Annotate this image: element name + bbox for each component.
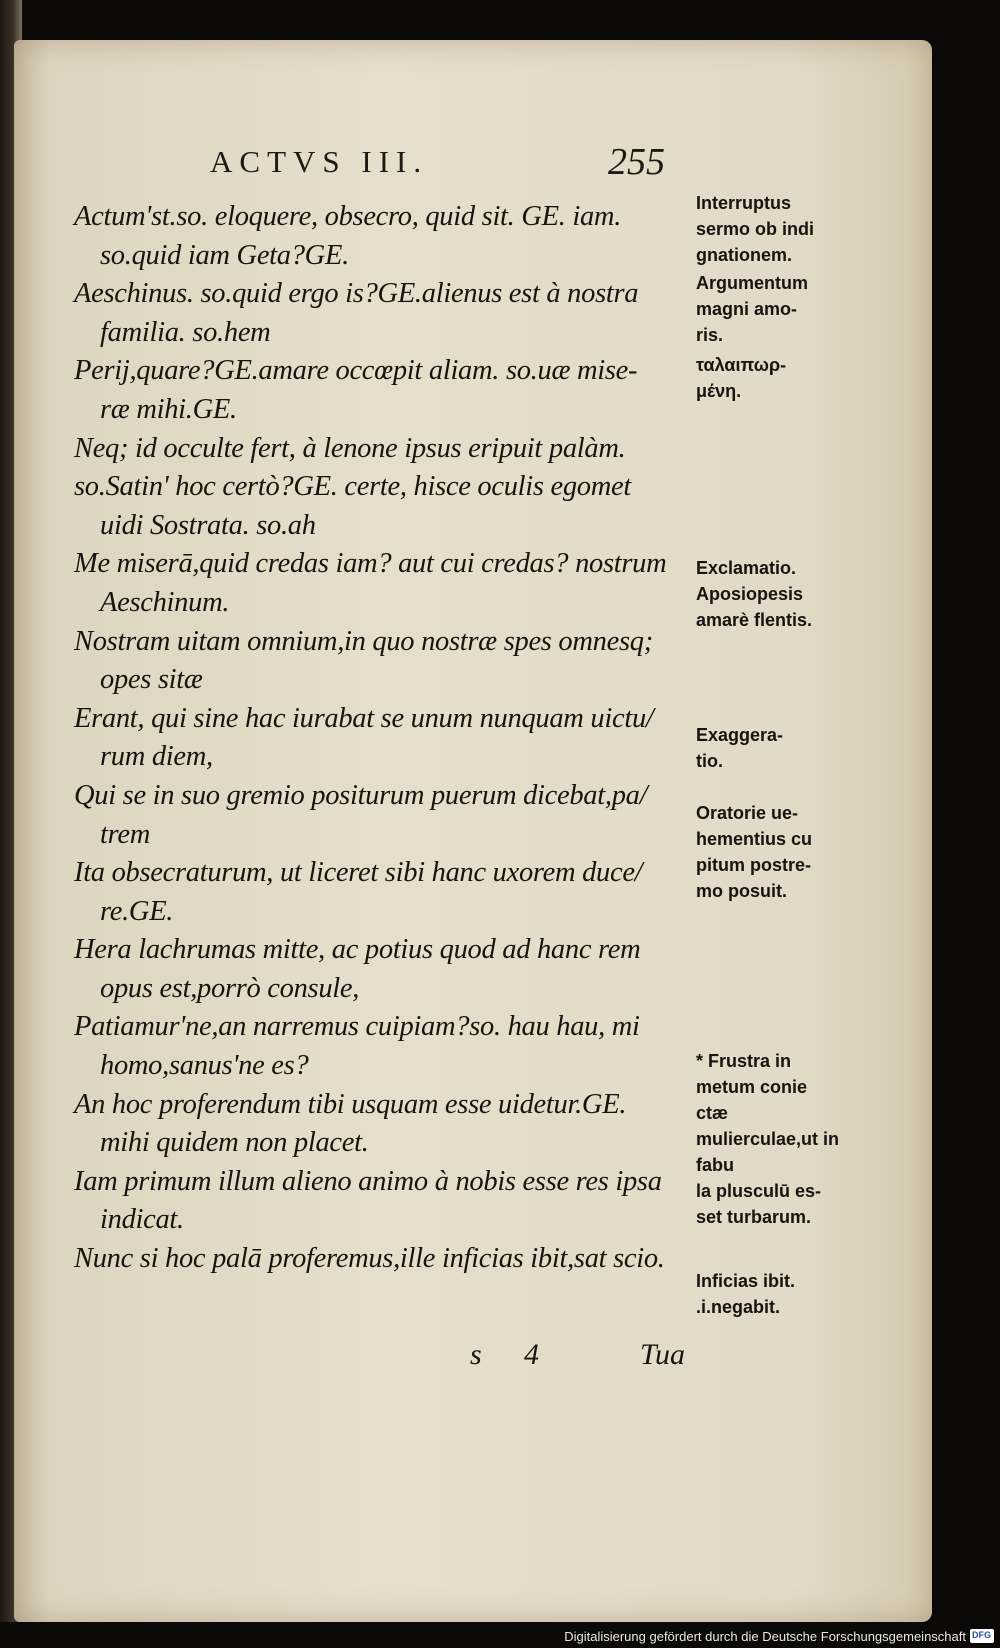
text-line: opus est,porrò consule,	[100, 972, 360, 1004]
text-line: mihi quidem non placet.	[100, 1127, 369, 1159]
signature-mark: s	[470, 1338, 482, 1371]
margin-note: ταλαιπωρ- μένη.	[696, 355, 787, 401]
text-line: homo,sanus'ne es?	[100, 1050, 309, 1082]
dfg-logo-icon: DFG	[970, 1629, 994, 1643]
footer-credit: Digitalisierung gefördert durch die Deutsche Forschungsgemeinschaft	[564, 1629, 966, 1644]
text-line: Actum'st.so. eloquere, obsecro, quid sit. GE. iam.	[74, 201, 622, 232]
text-line: ræ mihi.GE.	[100, 393, 237, 425]
text-line: uidi Sostrata. so.ah	[100, 509, 316, 541]
main-text-block	[74, 198, 688, 1279]
text-line: Patiamur'ne,an narremus cuipiam?so. hau hau, mi	[74, 1011, 640, 1043]
text-line: indicat.	[100, 1204, 184, 1236]
text-line: An hoc proferendum tibi usquam esse uidetur.GE.	[74, 1088, 627, 1120]
page-number: 255	[608, 141, 665, 183]
text-line: Iam primum illum alieno animo à nobis esse res ipsa	[74, 1165, 662, 1197]
text-line: Nostram uitam omnium,in quo nostræ spes omnesq;	[74, 625, 653, 657]
margin-note: Exclamatio. Aposiopesis amarè flentis.	[696, 558, 813, 630]
text-line: Perij,quare?GE.amare occœpit aliam. so.uæ mise-	[74, 355, 638, 387]
footer-bar	[0, 1622, 1000, 1648]
text-line: Erant, qui sine hac iurabat se unum nunquam uictu/	[74, 702, 654, 734]
margin-note: Oratorie ue- hementius cu pitum postre- mo posuit.	[696, 803, 813, 901]
text-line: familia. so.hem	[100, 316, 271, 348]
text-line: Qui se in suo gremio positurum puerum dicebat,pa/	[74, 779, 648, 811]
signature-number: 4	[524, 1338, 539, 1371]
text-line: Hera lachrumas mitte, ac potius quod ad hanc rem	[74, 934, 641, 966]
text-line: Ita obsecraturum, ut liceret sibi hanc uxorem duce/	[74, 857, 643, 889]
text-line: Aeschinus. so.quid ergo is?GE.alienus est à nostra	[74, 278, 639, 310]
text-line: Aeschinum.	[100, 586, 230, 618]
text-line: Neq; id occulte fert, à lenone ipsus eripuit palàm.	[74, 432, 626, 464]
text-line: rum diem,	[100, 741, 213, 773]
text-line: so.Satin' hoc certò?GE. certe, hisce oculis egomet	[74, 471, 631, 503]
margin-note: Inficias ibit. .i.negabit.	[696, 1271, 796, 1317]
text-line: Me miserā,quid credas iam? aut cui credas? nostrum	[74, 548, 667, 580]
text-line: trem	[100, 818, 150, 850]
margin-note: Argumentum magni amo- ris.	[696, 273, 808, 345]
margin-note: Interruptus sermo ob indi gnationem.	[696, 193, 815, 265]
margin-note: Exaggera- tio.	[696, 725, 784, 771]
text-line: Nunc si hoc palā proferemus,ille inficias ibit,sat scio.	[74, 1243, 665, 1275]
running-head: ACTVS III.	[210, 144, 429, 179]
text-line: so.quid iam Geta?GE.	[100, 239, 349, 271]
margin-note: * Frustra in metum conie ctæ mulierculae,ut in fabu la plusculū es- set turbarum.	[696, 1051, 840, 1227]
catchword: Tua	[640, 1338, 686, 1371]
text-line: re.GE.	[100, 895, 174, 927]
text-line: opes sitæ	[100, 664, 203, 696]
